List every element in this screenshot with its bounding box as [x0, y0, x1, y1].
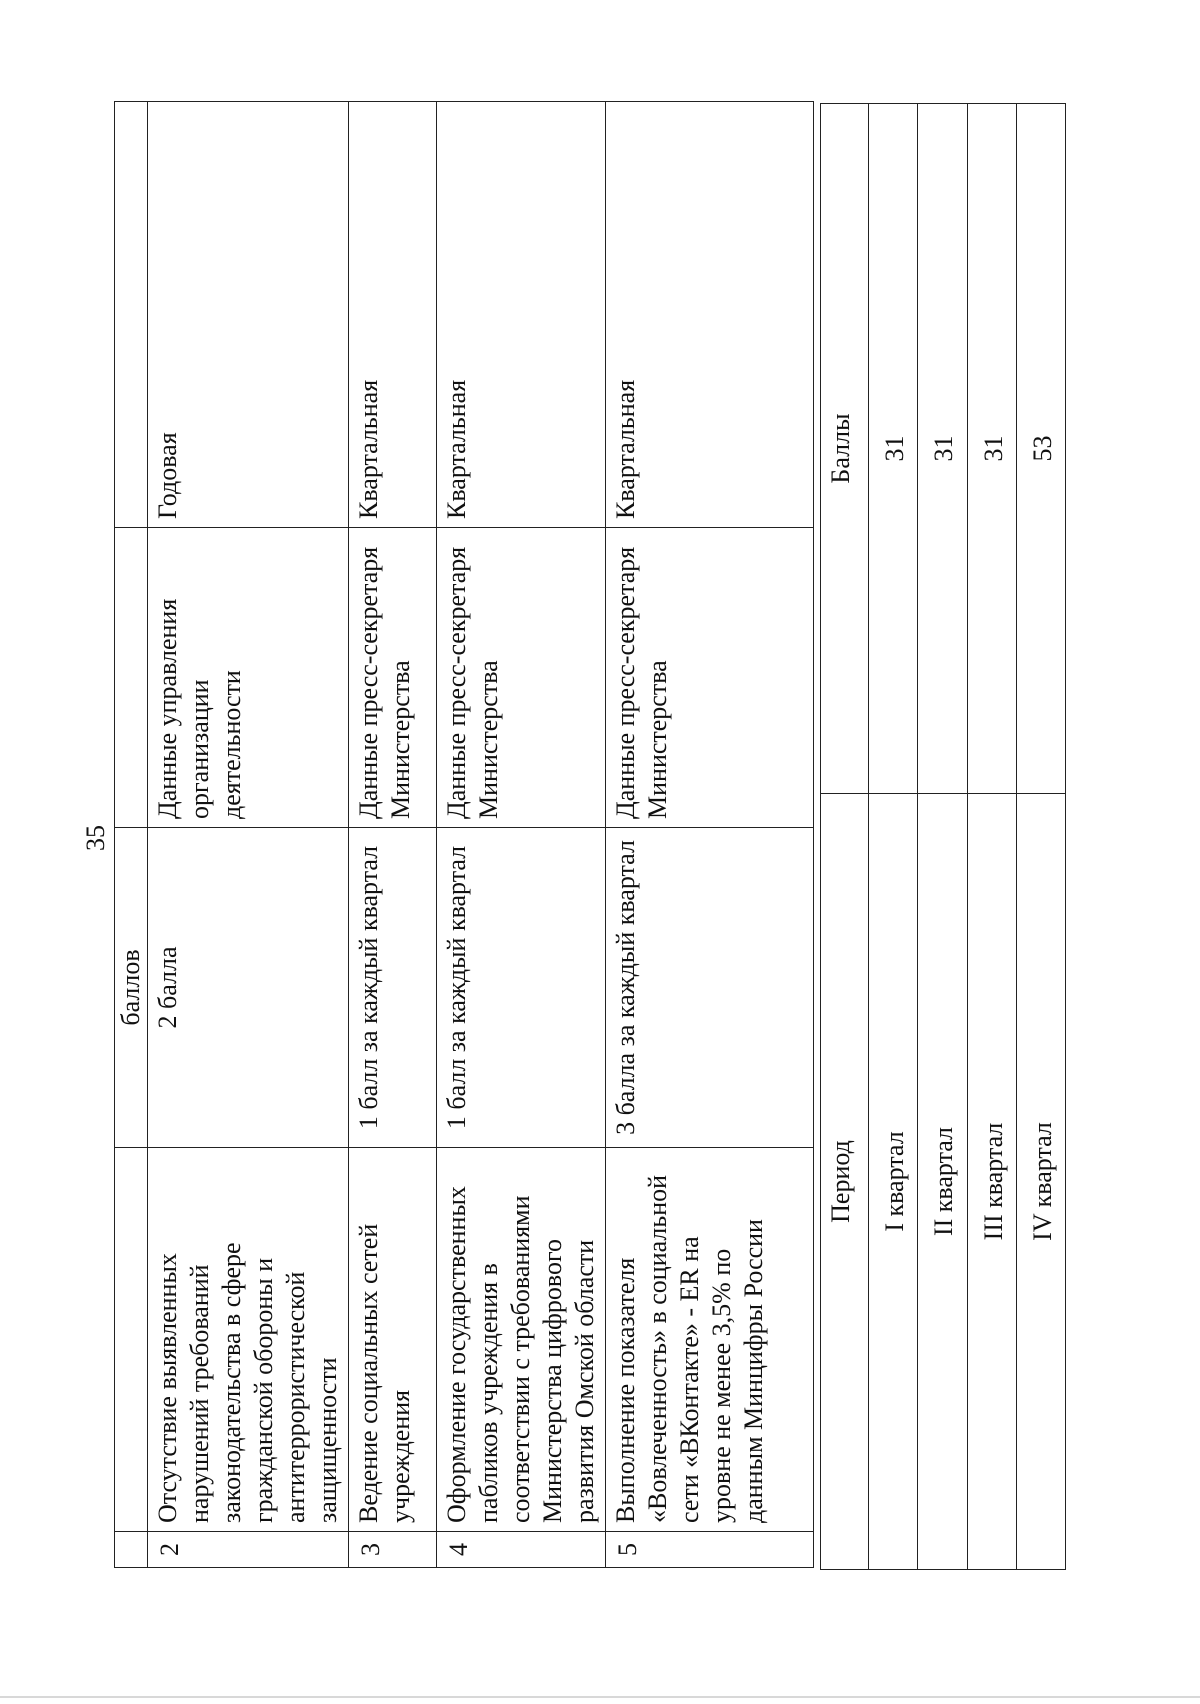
period-header: Период — [821, 794, 869, 1570]
row-number: 3 — [349, 1532, 437, 1568]
row-source: Данные пресс-секретаря Министерства — [606, 528, 814, 828]
table-continued-header-row — [115, 102, 148, 1568]
row-indicator: Отсутствие выявленных нарушений требований законодательства в сфере гражданской обороны и антитеррористической защищенности — [148, 1148, 349, 1532]
scan-edge-line — [0, 1696, 1200, 1698]
row-indicator: Выполнение показателя «Вовлеченность» в социальной сети «ВКонтакте» - ER на уровне не менее 3,5% по данным Минцифры России — [606, 1148, 814, 1532]
row-points: 3 балла за каждый квартал — [606, 828, 814, 1148]
header-frequency-cell — [115, 102, 148, 528]
period-cell: II квартал — [918, 794, 967, 1570]
header-source-cell — [115, 528, 148, 828]
row-source: Данные пресс-секретаря Министерства — [437, 528, 606, 828]
table-row — [1016, 104, 1065, 1570]
row-points: 1 балл за каждый квартал — [349, 828, 437, 1148]
points-cell: 31 — [967, 104, 1016, 794]
row-number: 5 — [606, 1532, 814, 1568]
period-cell: I квартал — [869, 794, 918, 1570]
row-frequency: Квартальная — [437, 102, 606, 528]
period-cell: IV квартал — [1016, 794, 1065, 1570]
period-table — [820, 103, 1066, 1570]
points-cell: 31 — [918, 104, 967, 794]
header-indicator-cell — [115, 1148, 148, 1532]
row-points: 2 балла — [148, 828, 349, 1148]
row-frequency: Квартальная — [349, 102, 437, 528]
table-row — [606, 102, 814, 1568]
row-source: Данные пресс-секретаря Министерства — [349, 528, 437, 828]
points-header: Баллы — [821, 104, 869, 794]
header-num-cell — [115, 1532, 148, 1568]
table-row — [918, 104, 967, 1570]
page-number: 35 — [81, 825, 110, 851]
row-points: 1 балл за каждый квартал — [437, 828, 606, 1148]
row-indicator: Оформление государственных пабликов учреждения в соответствии с требованиями Министерства цифрового развития Омской области — [437, 1148, 606, 1532]
row-source: Данные управления организации деятельности — [148, 528, 349, 828]
criteria-table — [114, 101, 814, 1568]
table-row — [869, 104, 918, 1570]
row-number: 4 — [437, 1532, 606, 1568]
table-row — [437, 102, 606, 1568]
table-row — [349, 102, 437, 1568]
table-row — [967, 104, 1016, 1570]
row-frequency: Квартальная — [606, 102, 814, 528]
points-cell: 31 — [869, 104, 918, 794]
row-number: 2 — [148, 1532, 349, 1568]
points-cell: 53 — [1016, 104, 1065, 794]
table-row — [148, 102, 349, 1568]
criteria-table-wrapper — [114, 102, 770, 1568]
header-points-cell: баллов — [115, 828, 148, 1148]
period-table-header-row — [821, 104, 869, 1570]
period-cell: III квартал — [967, 794, 1016, 1570]
row-indicator: Ведение социальных сетей учреждения — [349, 1148, 437, 1532]
period-table-wrapper — [820, 104, 1066, 1570]
row-frequency: Годовая — [148, 102, 349, 528]
